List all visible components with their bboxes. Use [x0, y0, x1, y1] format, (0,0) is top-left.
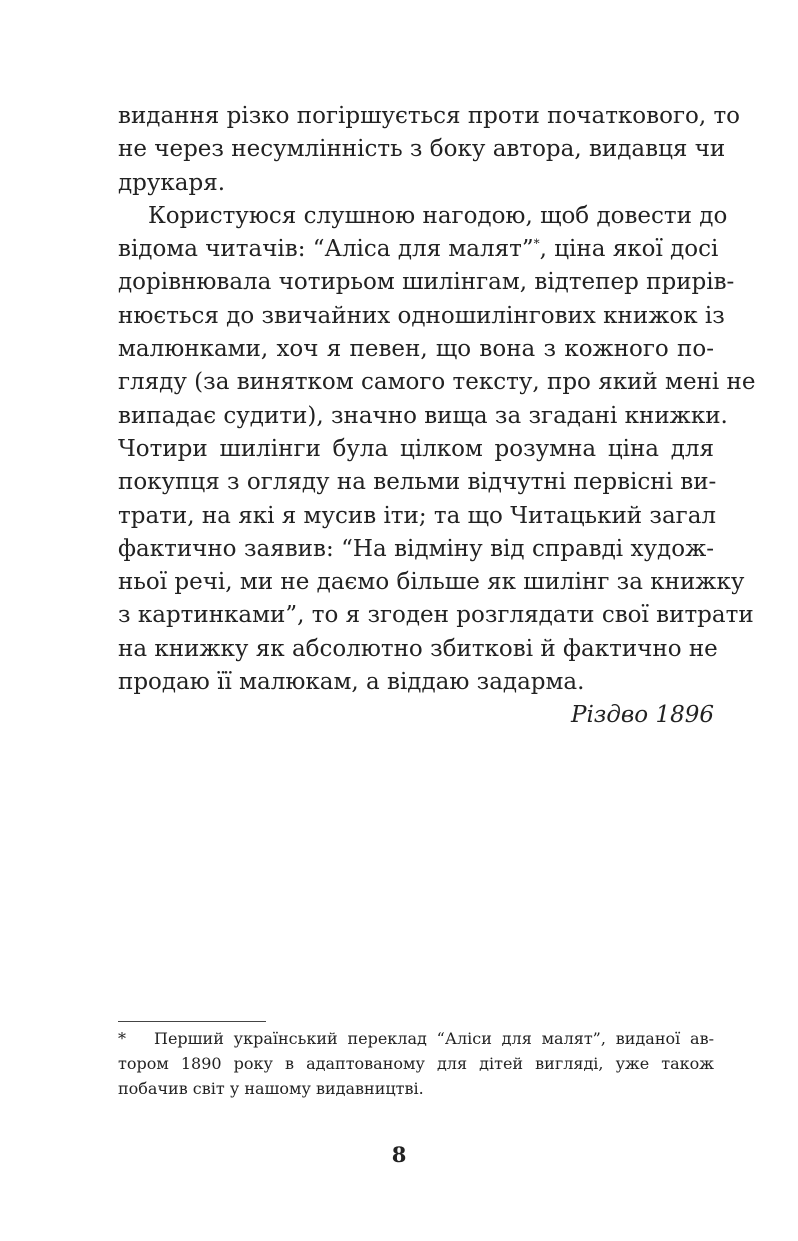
text-line: гляду (за винятком самого тексту, про який мені не: [118, 369, 756, 396]
text-line-with-footnote-ref: [118, 233, 719, 266]
text-line: дорівнювала чотирьом шилінгам, відтепер прирів-: [118, 269, 735, 296]
text-fragment: відома читачів: “Аліса для малят”: [118, 236, 534, 263]
text-line: нюється до звичайних одношилінгових книжок із: [118, 302, 725, 329]
text-line: Чотири шилінги була цілком розумна ціна для: [118, 435, 714, 462]
text-line: видання різко погіршується проти початкового, то: [118, 103, 741, 129]
text-line: випадає судити), значно вища за згадані книжки.: [118, 402, 728, 429]
text-line: не через несумлінність з боку автора, видавця чи: [118, 136, 726, 163]
text-line: на книжку як абсолютно збиткові й фактично не: [118, 635, 718, 662]
text-line: Користуюся слушною нагодою, щоб довести до: [148, 202, 728, 229]
footnote-reference: *: [533, 236, 540, 251]
page-number: 8: [391, 1142, 407, 1167]
footnote-line: тором 1890 року в адаптованому для дітей вигляді, уже також: [118, 1054, 714, 1073]
text-line: покупця з огляду на вельми відчутні первісні ви-: [118, 469, 717, 496]
signature: Різдво 1896: [570, 702, 714, 729]
text-line: трати, на які я мусив іти; та що Читацький загал: [118, 502, 717, 529]
footnote-text: Перший український переклад “Аліси для малят”, виданої ав-: [154, 1029, 714, 1048]
footnote-line: побачив світ у нашому видавництві.: [118, 1079, 424, 1098]
main-text: [118, 100, 756, 733]
text-line: ньої речі, ми не даємо більше як шилінг за книжку: [118, 569, 745, 596]
text-fragment: , ціна якої досі: [539, 236, 719, 263]
text-line: продаю її малюкам, а віддаю задарма.: [118, 669, 585, 696]
footnote-mark: *: [118, 1029, 126, 1048]
footnote: [118, 1026, 714, 1101]
footnote-line: [118, 1026, 714, 1051]
text-line: малюнками, хоч я певен, що вона з кожного по-: [118, 336, 714, 363]
footnote-divider: [118, 1021, 266, 1022]
text-line: з картинками”, то я згоден розглядати свої витрати: [118, 602, 754, 629]
text-line: друкаря.: [118, 169, 226, 196]
text-line: фактично заявив: “На відміну від справді худож-: [118, 535, 714, 562]
